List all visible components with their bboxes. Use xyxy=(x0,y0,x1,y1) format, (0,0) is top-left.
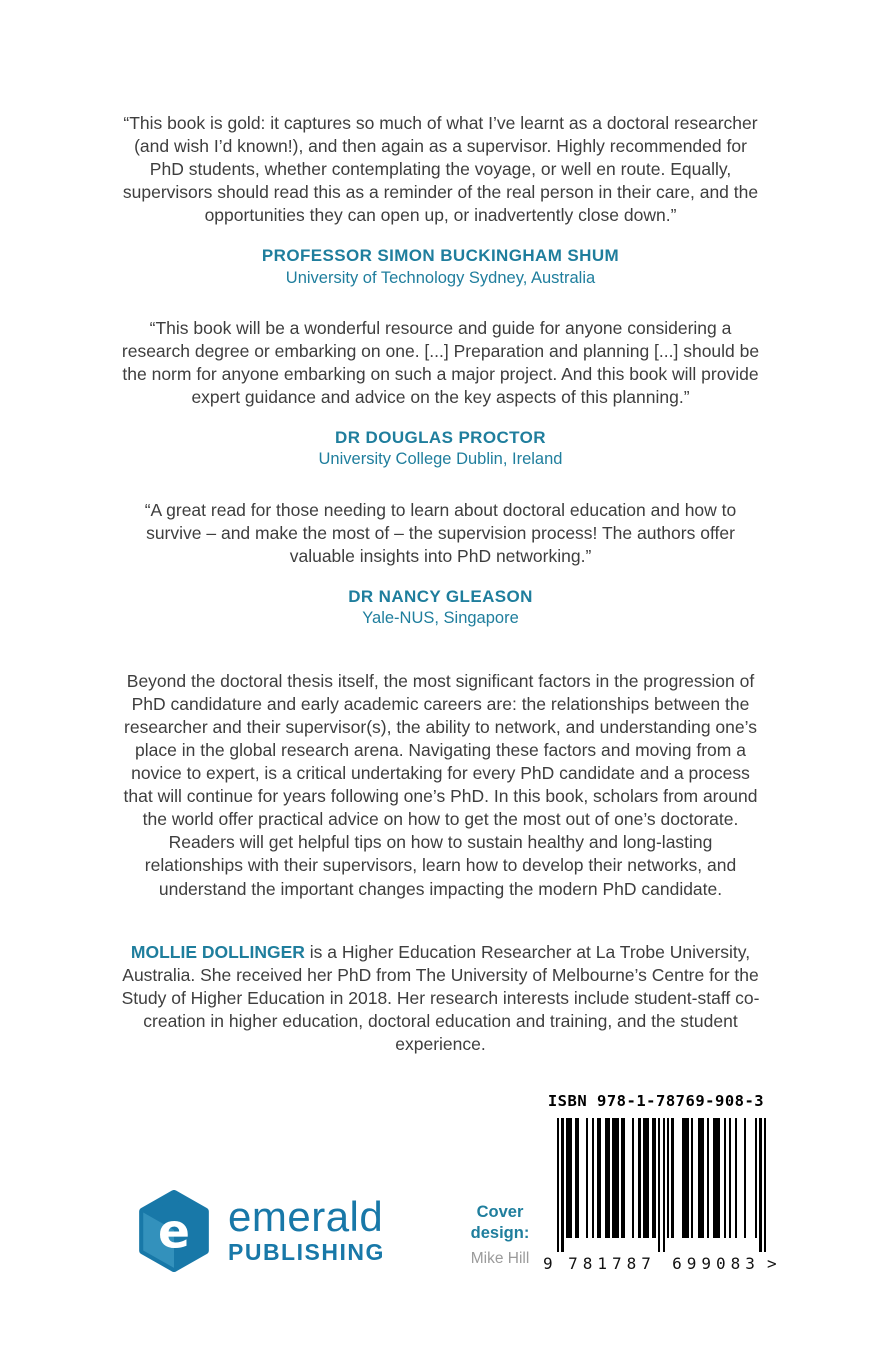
publisher-name: emerald xyxy=(228,1193,384,1241)
cover-design-label: Cover design: xyxy=(470,1203,530,1242)
testimonial-affiliation: Yale-NUS, Singapore xyxy=(362,609,519,628)
cover-design-name: Mike Hill xyxy=(470,1250,530,1268)
barcode-digits-group1: 781787 xyxy=(568,1254,656,1273)
testimonial-quote: “A great read for those needing to learn about doctoral education and how to survive – and make the most of – the supervision process! The authors offer valuable insights into PhD networking.” xyxy=(144,499,737,567)
publisher-logo xyxy=(136,1190,385,1272)
testimonial-affiliation: University College Dublin, Ireland xyxy=(318,450,563,469)
author-name: MOLLIE DOLLINGER xyxy=(130,941,305,962)
author-bio-text: is a Higher Education Researcher at La Trobe University, Australia. She received her PhD from The University of Melbourne’s Centre for the Study of Higher Education in 2018. Her research interests include student-staff co-creation in higher education, doctoral education and training, and the student experience. xyxy=(121,941,760,1055)
barcode-bars xyxy=(557,1118,767,1272)
svg-text:e: e xyxy=(158,1204,190,1260)
cover-design-credit xyxy=(458,1202,542,1268)
testimonial-3 xyxy=(118,499,763,630)
testimonial-2 xyxy=(118,317,763,471)
barcode xyxy=(543,1118,777,1273)
testimonial-quote: “This book will be a wonderful resource and guide for anyone considering a research degree or embarking on one. [...] Preparation and planning [...] should be the norm for anyone embarking on such a major project. And this book will provide expert guidance and advice on the key aspects of this planning.” xyxy=(121,318,760,408)
testimonial-author: PROFESSOR SIMON BUCKINGHAM SHUM xyxy=(261,246,620,266)
barcode-digits-group2: 699083 xyxy=(672,1254,760,1273)
testimonial-quote: “This book is gold: it captures so much of what I’ve learnt as a doctoral researcher (and wish I’d known!), and then again as a supervisor. Highly recommended for PhD students, whether contemplating the voyage, or well en route. Equally, supervisors should read this as a reminder of the real person in their care, and the opportunities they can open up, or inadvertently close down.” xyxy=(122,113,759,226)
publisher-subname: PUBLISHING xyxy=(228,1239,385,1266)
author-bio xyxy=(118,941,763,1056)
book-description-section xyxy=(118,670,763,901)
barcode-digit-lead: 9 xyxy=(543,1254,553,1273)
isbn-block xyxy=(543,1092,777,1273)
testimonial-1 xyxy=(118,112,763,289)
book-description: Beyond the doctoral thesis itself, the most significant factors in the progression of PhD candidature and early academic careers are: the relationships between the researcher and their supervisor(s), the ability to network, and understanding one’s place in the global research arena. Navigating these factors and moving from a novice to expert, is a critical undertaking for every PhD candidate and a process that will continue for years following one’s PhD. In this book, scholars from around the world offer practical advice on how to get the most out of one’s doctorate. Readers will get helpful tips on how to sustain healthy and long-lasting relationships with their supervisors, learn how to develop their networks, and understand the important changes impacting the modern PhD candidate. xyxy=(123,670,758,899)
author-bio-section xyxy=(118,941,763,1056)
testimonial-author: DR DOUGLAS PROCTOR xyxy=(335,428,546,448)
barcode-arrow: > xyxy=(767,1254,777,1273)
isbn-label: ISBN 978-1-78769-908-3 xyxy=(547,1092,765,1110)
testimonial-author: DR NANCY GLEASON xyxy=(348,587,533,607)
emerald-logo-icon xyxy=(136,1190,212,1272)
testimonial-affiliation: University of Technology Sydney, Australia xyxy=(285,268,596,287)
publisher-wordmark xyxy=(228,1193,385,1266)
